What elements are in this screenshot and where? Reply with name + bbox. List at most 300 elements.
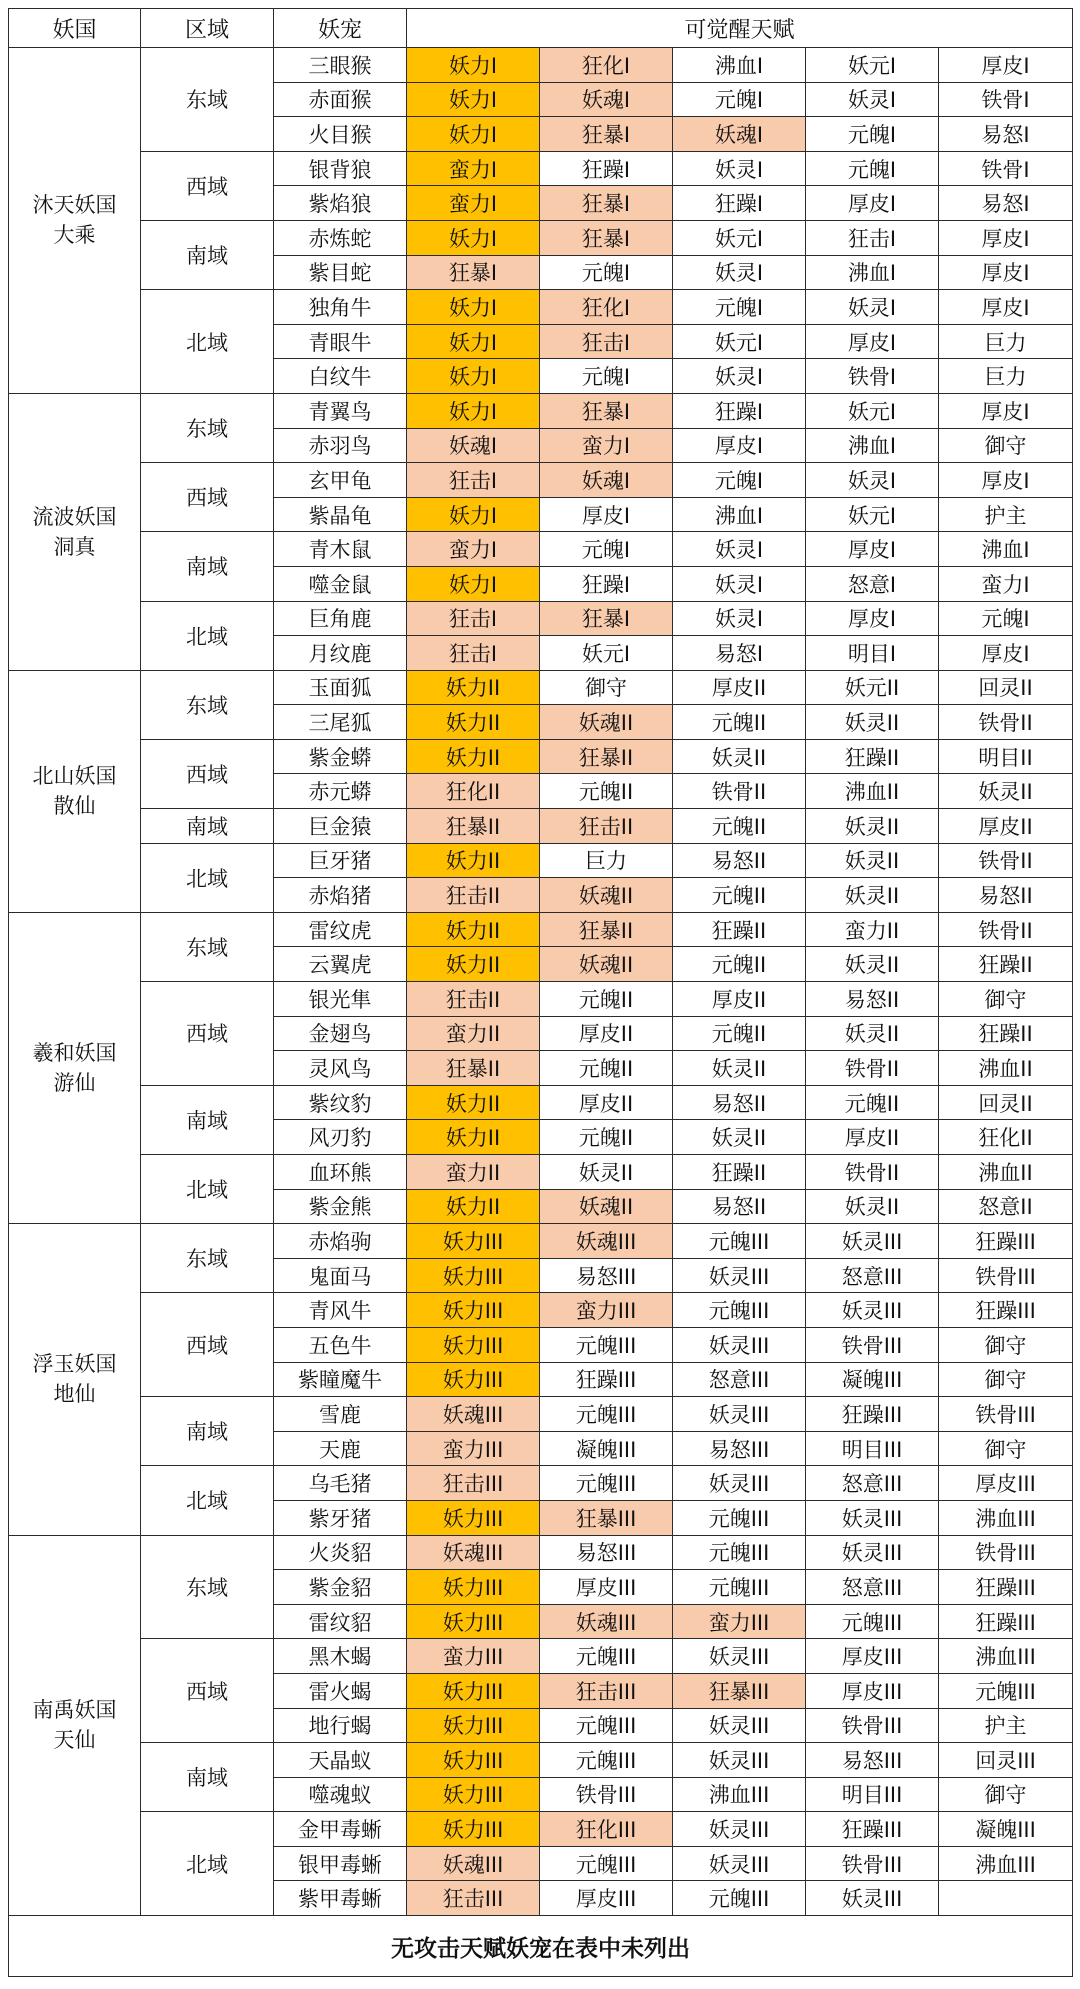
pet-name-cell: 金翅鸟 bbox=[274, 1016, 407, 1051]
talent-cell: 铁骨II bbox=[939, 843, 1073, 878]
region-cell: 南域 bbox=[141, 1085, 274, 1154]
talent-cell: 妖力II bbox=[407, 739, 540, 774]
talent-cell: 妖魂III bbox=[407, 1535, 540, 1570]
talent-cell: 铁骨II bbox=[806, 1155, 939, 1190]
talent-cell: 狂暴I bbox=[407, 255, 540, 290]
talent-cell: 妖元II bbox=[806, 670, 939, 705]
talent-cell: 妖力I bbox=[407, 48, 540, 83]
talent-cell: 元魄I bbox=[806, 151, 939, 186]
footer-note: 无攻击天赋妖宠在表中未列出 bbox=[9, 1916, 1073, 1977]
talent-cell: 狂暴II bbox=[540, 739, 673, 774]
region-cell: 东域 bbox=[141, 1224, 274, 1293]
talent-cell: 回灵III bbox=[939, 1743, 1073, 1778]
talent-cell: 厚皮III bbox=[806, 1639, 939, 1674]
pet-name-cell: 天晶蚁 bbox=[274, 1743, 407, 1778]
talent-cell: 妖灵II bbox=[806, 809, 939, 844]
pet-name-cell: 紫金貂 bbox=[274, 1570, 407, 1605]
talent-cell: 妖灵II bbox=[806, 947, 939, 982]
pet-name-cell: 乌毛猪 bbox=[274, 1466, 407, 1501]
talent-cell: 妖灵II bbox=[673, 739, 806, 774]
talent-cell: 易怒I bbox=[939, 117, 1073, 152]
pet-name-cell: 雷火蝎 bbox=[274, 1673, 407, 1708]
talent-cell: 厚皮I bbox=[939, 463, 1073, 498]
talent-cell: 狂躁II bbox=[939, 1016, 1073, 1051]
talent-cell: 妖灵I bbox=[806, 290, 939, 325]
pet-name-cell: 赤焰猪 bbox=[274, 878, 407, 913]
region-cell: 东域 bbox=[141, 48, 274, 152]
talent-cell: 狂躁II bbox=[673, 912, 806, 947]
nation-tier: 地仙 bbox=[53, 1382, 96, 1407]
talent-cell: 元魄I bbox=[540, 359, 673, 394]
talent-cell: 妖魂I bbox=[540, 463, 673, 498]
table-row bbox=[9, 290, 1073, 325]
talent-cell: 狂躁II bbox=[939, 947, 1073, 982]
talent-cell: 元魄II bbox=[540, 1051, 673, 1086]
talent-cell: 易怒I bbox=[673, 636, 806, 671]
pet-name-cell: 青风牛 bbox=[274, 1293, 407, 1328]
talent-cell: 妖力II bbox=[407, 1189, 540, 1224]
table-row bbox=[9, 601, 1073, 636]
talent-cell: 元魄II bbox=[673, 809, 806, 844]
talent-cell: 妖灵II bbox=[540, 1155, 673, 1190]
region-cell: 北域 bbox=[141, 1812, 274, 1916]
nation-cell bbox=[9, 393, 141, 670]
talent-cell: 妖魂I bbox=[673, 117, 806, 152]
pet-name-cell: 青眼牛 bbox=[274, 324, 407, 359]
talent-cell: 狂躁II bbox=[806, 739, 939, 774]
talent-cell: 明目III bbox=[806, 1431, 939, 1466]
talent-cell: 元魄III bbox=[673, 1293, 806, 1328]
talent-cell: 厚皮II bbox=[806, 1120, 939, 1155]
pet-name-cell: 巨角鹿 bbox=[274, 601, 407, 636]
talent-cell: 铁骨I bbox=[939, 82, 1073, 117]
talent-cell: 铁骨I bbox=[806, 359, 939, 394]
talent-cell: 沸血I bbox=[806, 428, 939, 463]
talent-cell: 狂击II bbox=[540, 809, 673, 844]
talent-cell: 妖力III bbox=[407, 1224, 540, 1259]
talent-cell: 御守 bbox=[939, 428, 1073, 463]
pet-name-cell: 青翼鸟 bbox=[274, 393, 407, 428]
nation-cell bbox=[9, 1535, 141, 1916]
pet-name-cell: 黑木蝎 bbox=[274, 1639, 407, 1674]
talent-cell: 凝魄III bbox=[806, 1362, 939, 1397]
header-talents: 可觉醒天赋 bbox=[407, 9, 1073, 48]
talent-cell: 妖灵III bbox=[673, 1397, 806, 1432]
talent-cell: 沸血II bbox=[939, 1051, 1073, 1086]
talent-cell: 怒意I bbox=[806, 566, 939, 601]
talent-cell: 妖魂II bbox=[540, 878, 673, 913]
talent-cell: 易怒III bbox=[540, 1535, 673, 1570]
talent-cell: 妖力I bbox=[407, 324, 540, 359]
talent-cell: 厚皮I bbox=[540, 497, 673, 532]
talent-cell: 元魄II bbox=[540, 1120, 673, 1155]
talent-cell: 妖灵I bbox=[673, 532, 806, 567]
talent-cell: 妖魂I bbox=[540, 82, 673, 117]
talent-cell: 护主 bbox=[939, 497, 1073, 532]
talent-cell: 蛮力II bbox=[806, 912, 939, 947]
nation-cell bbox=[9, 670, 141, 912]
nation-tier: 散仙 bbox=[53, 794, 96, 819]
talent-cell: 沸血III bbox=[939, 1500, 1073, 1535]
pet-name-cell: 紫晶龟 bbox=[274, 497, 407, 532]
talent-cell: 厚皮III bbox=[939, 1466, 1073, 1501]
talent-cell: 元魄III bbox=[673, 1500, 806, 1535]
pet-name-cell: 雷纹虎 bbox=[274, 912, 407, 947]
region-cell: 南域 bbox=[141, 220, 274, 289]
talent-cell: 妖元I bbox=[673, 220, 806, 255]
table-row bbox=[9, 843, 1073, 878]
talent-cell: 妖力I bbox=[407, 117, 540, 152]
talent-cell: 护主 bbox=[939, 1708, 1073, 1743]
talent-cell: 厚皮III bbox=[806, 1673, 939, 1708]
talent-cell: 厚皮II bbox=[939, 809, 1073, 844]
talent-cell: 狂击I bbox=[407, 463, 540, 498]
pet-name-cell: 噬金鼠 bbox=[274, 566, 407, 601]
talent-cell: 易怒I bbox=[939, 186, 1073, 221]
pet-name-cell: 银光隼 bbox=[274, 982, 407, 1017]
talent-cell: 回灵II bbox=[939, 670, 1073, 705]
talent-cell: 妖力II bbox=[407, 670, 540, 705]
talent-cell: 蛮力II bbox=[407, 1155, 540, 1190]
talent-cell: 狂击I bbox=[540, 324, 673, 359]
talent-cell: 怒意III bbox=[806, 1570, 939, 1605]
table-row bbox=[9, 670, 1073, 705]
pet-name-cell: 云翼虎 bbox=[274, 947, 407, 982]
talent-cell: 妖灵I bbox=[806, 463, 939, 498]
talent-cell: 狂暴III bbox=[540, 1500, 673, 1535]
talent-cell: 妖灵III bbox=[673, 1743, 806, 1778]
talent-cell: 狂击II bbox=[407, 982, 540, 1017]
talent-cell: 狂暴I bbox=[540, 186, 673, 221]
talent-cell: 狂躁III bbox=[806, 1397, 939, 1432]
talent-cell: 妖力III bbox=[407, 1570, 540, 1605]
talent-cell: 妖灵III bbox=[806, 1881, 939, 1916]
talent-cell: 铁骨III bbox=[939, 1397, 1073, 1432]
talent-cell: 元魄III bbox=[540, 1466, 673, 1501]
talent-cell: 狂化II bbox=[939, 1120, 1073, 1155]
talent-cell: 妖魂III bbox=[407, 1397, 540, 1432]
pet-name-cell: 天鹿 bbox=[274, 1431, 407, 1466]
nation-cell bbox=[9, 1224, 141, 1535]
talent-cell: 妖力II bbox=[407, 912, 540, 947]
talent-cell: 狂躁III bbox=[939, 1293, 1073, 1328]
talent-cell: 妖力II bbox=[407, 705, 540, 740]
talent-cell: 铁骨II bbox=[939, 705, 1073, 740]
talent-cell: 妖力III bbox=[407, 1327, 540, 1362]
talent-cell: 御守 bbox=[939, 982, 1073, 1017]
talent-cell: 厚皮I bbox=[806, 324, 939, 359]
talent-cell: 沸血I bbox=[673, 48, 806, 83]
talent-cell: 明目III bbox=[806, 1777, 939, 1812]
table-row bbox=[9, 1397, 1073, 1432]
pet-name-cell: 独角牛 bbox=[274, 290, 407, 325]
talent-cell: 沸血I bbox=[806, 255, 939, 290]
talent-table-container bbox=[8, 8, 1073, 1977]
talent-cell: 妖力III bbox=[407, 1812, 540, 1847]
talent-cell: 元魄I bbox=[540, 532, 673, 567]
region-cell: 西域 bbox=[141, 151, 274, 220]
nation-name: 沐天妖国 bbox=[32, 193, 117, 218]
talent-cell: 厚皮I bbox=[806, 186, 939, 221]
talent-cell: 铁骨II bbox=[806, 1051, 939, 1086]
nation-cell bbox=[9, 48, 141, 394]
region-cell: 北域 bbox=[141, 601, 274, 670]
talent-cell: 妖力II bbox=[407, 947, 540, 982]
talent-cell: 妖灵II bbox=[806, 878, 939, 913]
talent-cell: 巨力 bbox=[939, 359, 1073, 394]
talent-cell: 易怒II bbox=[673, 843, 806, 878]
talent-cell: 妖元I bbox=[673, 324, 806, 359]
table-row bbox=[9, 912, 1073, 947]
talent-cell: 沸血II bbox=[806, 774, 939, 809]
talent-cell: 御守 bbox=[939, 1777, 1073, 1812]
region-cell: 南域 bbox=[141, 1743, 274, 1812]
pet-name-cell: 巨金猿 bbox=[274, 809, 407, 844]
pet-name-cell: 玉面狐 bbox=[274, 670, 407, 705]
talent-cell: 妖灵II bbox=[806, 1016, 939, 1051]
pet-name-cell: 紫纹豹 bbox=[274, 1085, 407, 1120]
region-cell: 东域 bbox=[141, 1535, 274, 1639]
talent-cell: 妖魂I bbox=[407, 428, 540, 463]
table-row bbox=[9, 1085, 1073, 1120]
talent-cell: 狂暴I bbox=[540, 393, 673, 428]
region-cell: 北域 bbox=[141, 843, 274, 912]
talent-cell: 狂躁III bbox=[939, 1224, 1073, 1259]
talent-cell: 厚皮I bbox=[939, 393, 1073, 428]
talent-cell: 铁骨III bbox=[806, 1846, 939, 1881]
talent-cell: 元魄III bbox=[540, 1708, 673, 1743]
talent-cell: 狂躁I bbox=[540, 566, 673, 601]
pet-name-cell: 金甲毒蜥 bbox=[274, 1812, 407, 1847]
pet-name-cell: 赤元蟒 bbox=[274, 774, 407, 809]
talent-cell: 妖灵I bbox=[673, 566, 806, 601]
region-cell: 北域 bbox=[141, 1155, 274, 1224]
talent-cell: 厚皮II bbox=[673, 670, 806, 705]
talent-cell: 狂躁I bbox=[673, 186, 806, 221]
talent-cell: 狂暴II bbox=[407, 1051, 540, 1086]
pet-name-cell: 三眼猴 bbox=[274, 48, 407, 83]
talent-cell: 狂躁III bbox=[806, 1812, 939, 1847]
talent-cell: 狂化III bbox=[540, 1812, 673, 1847]
talent-cell: 妖灵III bbox=[673, 1639, 806, 1674]
talent-cell: 妖元I bbox=[806, 393, 939, 428]
talent-cell: 妖灵III bbox=[806, 1293, 939, 1328]
region-cell: 南域 bbox=[141, 809, 274, 844]
talent-cell: 妖灵III bbox=[673, 1812, 806, 1847]
talent-cell: 明目II bbox=[939, 739, 1073, 774]
talent-cell: 妖元I bbox=[806, 497, 939, 532]
talent-cell: 蛮力III bbox=[540, 1293, 673, 1328]
nation-name: 南禹妖国 bbox=[32, 1698, 117, 1723]
talent-cell: 铁骨I bbox=[939, 151, 1073, 186]
talent-cell: 易怒II bbox=[673, 1189, 806, 1224]
pet-name-cell: 银背狼 bbox=[274, 151, 407, 186]
talent-cell: 回灵II bbox=[939, 1085, 1073, 1120]
table-row bbox=[9, 463, 1073, 498]
table-body bbox=[9, 48, 1073, 1916]
region-cell: 西域 bbox=[141, 739, 274, 808]
talent-cell: 妖力III bbox=[407, 1293, 540, 1328]
talent-cell: 妖灵I bbox=[673, 359, 806, 394]
talent-cell: 厚皮I bbox=[939, 48, 1073, 83]
talent-cell: 厚皮III bbox=[540, 1570, 673, 1605]
table-row bbox=[9, 220, 1073, 255]
talent-cell: 铁骨III bbox=[939, 1535, 1073, 1570]
talent-cell: 妖灵III bbox=[673, 1846, 806, 1881]
talent-cell: 厚皮II bbox=[540, 1085, 673, 1120]
table-row bbox=[9, 1639, 1073, 1674]
nation-tier: 大乘 bbox=[53, 223, 96, 248]
talent-cell: 沸血II bbox=[939, 1155, 1073, 1190]
talent-cell: 蛮力I bbox=[939, 566, 1073, 601]
pet-name-cell: 灵风鸟 bbox=[274, 1051, 407, 1086]
talent-cell: 蛮力I bbox=[540, 428, 673, 463]
nation-cell bbox=[9, 912, 141, 1223]
table-row bbox=[9, 393, 1073, 428]
nation-tier: 天仙 bbox=[53, 1728, 96, 1753]
talent-cell: 妖灵I bbox=[806, 82, 939, 117]
talent-cell: 妖灵III bbox=[673, 1327, 806, 1362]
talent-cell: 妖灵III bbox=[806, 1224, 939, 1259]
pet-name-cell: 玄甲龟 bbox=[274, 463, 407, 498]
talent-cell: 妖力III bbox=[407, 1604, 540, 1639]
table-row bbox=[9, 1535, 1073, 1570]
region-cell: 南域 bbox=[141, 532, 274, 601]
talent-cell: 狂暴II bbox=[407, 809, 540, 844]
talent-cell: 妖魂III bbox=[540, 1604, 673, 1639]
talent-cell: 妖元I bbox=[806, 48, 939, 83]
pet-name-cell: 紫目蛇 bbox=[274, 255, 407, 290]
talent-cell: 妖灵II bbox=[806, 843, 939, 878]
talent-cell: 妖力III bbox=[407, 1673, 540, 1708]
talent-cell: 妖力II bbox=[407, 1120, 540, 1155]
talent-cell: 妖魂III bbox=[540, 1224, 673, 1259]
talent-cell: 厚皮I bbox=[673, 428, 806, 463]
talent-cell: 蛮力I bbox=[407, 532, 540, 567]
table-row bbox=[9, 1224, 1073, 1259]
talent-cell: 沸血III bbox=[939, 1639, 1073, 1674]
pet-name-cell: 赤面猴 bbox=[274, 82, 407, 117]
talent-cell: 妖元I bbox=[540, 636, 673, 671]
talent-cell: 妖灵II bbox=[673, 1120, 806, 1155]
talent-cell: 元魄III bbox=[540, 1846, 673, 1881]
talent-cell: 元魄III bbox=[806, 1604, 939, 1639]
talent-cell: 狂击III bbox=[407, 1881, 540, 1916]
nation-name: 羲和妖国 bbox=[32, 1041, 117, 1066]
table-row bbox=[9, 1155, 1073, 1190]
talent-cell: 元魄I bbox=[673, 463, 806, 498]
talent-cell: 蛮力III bbox=[407, 1431, 540, 1466]
talent-cell: 御守 bbox=[939, 1327, 1073, 1362]
talent-cell: 元魄III bbox=[673, 1881, 806, 1916]
table-row bbox=[9, 739, 1073, 774]
pet-name-cell: 巨牙猪 bbox=[274, 843, 407, 878]
talent-cell: 蛮力III bbox=[407, 1639, 540, 1674]
talent-cell: 狂暴I bbox=[540, 220, 673, 255]
pet-name-cell: 紫金熊 bbox=[274, 1189, 407, 1224]
region-cell: 北域 bbox=[141, 290, 274, 394]
talent-cell: 妖力III bbox=[407, 1500, 540, 1535]
talent-cell: 厚皮III bbox=[540, 1881, 673, 1916]
talent-cell: 易怒III bbox=[540, 1258, 673, 1293]
talent-cell: 沸血III bbox=[939, 1846, 1073, 1881]
pet-name-cell: 噬魂蚁 bbox=[274, 1777, 407, 1812]
talent-cell: 怒意III bbox=[806, 1258, 939, 1293]
talent-cell: 妖力I bbox=[407, 497, 540, 532]
table-row bbox=[9, 1466, 1073, 1501]
region-cell: 北域 bbox=[141, 1466, 274, 1535]
talent-cell: 元魄II bbox=[540, 774, 673, 809]
talent-cell: 狂化I bbox=[540, 290, 673, 325]
talent-cell: 妖力I bbox=[407, 359, 540, 394]
talent-cell: 凝魄III bbox=[540, 1431, 673, 1466]
talent-cell: 元魄II bbox=[673, 947, 806, 982]
talent-cell: 妖灵III bbox=[806, 1535, 939, 1570]
pet-name-cell: 银甲毒蜥 bbox=[274, 1846, 407, 1881]
talent-cell: 妖灵III bbox=[673, 1708, 806, 1743]
talent-cell: 蛮力III bbox=[673, 1604, 806, 1639]
talent-cell: 狂暴II bbox=[540, 912, 673, 947]
talent-cell: 易怒II bbox=[673, 1085, 806, 1120]
talent-cell: 狂化I bbox=[540, 48, 673, 83]
talent-cell: 元魄II bbox=[673, 878, 806, 913]
talent-cell: 妖力III bbox=[407, 1743, 540, 1778]
talent-cell: 厚皮II bbox=[673, 982, 806, 1017]
pet-name-cell: 赤炼蛇 bbox=[274, 220, 407, 255]
awakening-talent-table bbox=[8, 8, 1073, 1977]
header-row bbox=[9, 9, 1073, 48]
talent-cell: 狂暴I bbox=[540, 601, 673, 636]
pet-name-cell: 血环熊 bbox=[274, 1155, 407, 1190]
talent-cell: 妖魂II bbox=[540, 1189, 673, 1224]
nation-name: 流波妖国 bbox=[32, 504, 117, 529]
talent-cell: 妖灵I bbox=[673, 601, 806, 636]
talent-cell: 铁骨II bbox=[673, 774, 806, 809]
pet-name-cell: 赤焰驹 bbox=[274, 1224, 407, 1259]
talent-cell: 凝魄III bbox=[939, 1812, 1073, 1847]
pet-name-cell: 紫甲毒蜥 bbox=[274, 1881, 407, 1916]
region-cell: 西域 bbox=[141, 982, 274, 1086]
talent-cell: 铁骨III bbox=[540, 1777, 673, 1812]
table-row bbox=[9, 1743, 1073, 1778]
talent-cell bbox=[939, 1881, 1073, 1916]
header-region: 区域 bbox=[141, 9, 274, 48]
talent-cell: 狂击I bbox=[407, 601, 540, 636]
talent-cell: 铁骨III bbox=[806, 1327, 939, 1362]
talent-cell: 妖力I bbox=[407, 290, 540, 325]
table-row bbox=[9, 982, 1073, 1017]
talent-cell: 狂暴I bbox=[540, 117, 673, 152]
pet-name-cell: 鬼面马 bbox=[274, 1258, 407, 1293]
talent-cell: 铁骨III bbox=[806, 1708, 939, 1743]
talent-cell: 厚皮I bbox=[806, 532, 939, 567]
talent-cell: 妖力III bbox=[407, 1362, 540, 1397]
talent-cell: 妖力I bbox=[407, 566, 540, 601]
talent-cell: 元魄III bbox=[939, 1673, 1073, 1708]
nation-name: 北山妖国 bbox=[32, 764, 117, 789]
talent-cell: 铁骨III bbox=[939, 1258, 1073, 1293]
talent-cell: 厚皮I bbox=[939, 220, 1073, 255]
talent-cell: 妖灵II bbox=[806, 705, 939, 740]
talent-cell: 元魄II bbox=[540, 982, 673, 1017]
talent-cell: 狂击III bbox=[540, 1673, 673, 1708]
pet-name-cell: 紫牙猪 bbox=[274, 1500, 407, 1535]
region-cell: 西域 bbox=[141, 1293, 274, 1397]
region-cell: 南域 bbox=[141, 1397, 274, 1466]
talent-cell: 巨力 bbox=[540, 843, 673, 878]
pet-name-cell: 火炎貂 bbox=[274, 1535, 407, 1570]
region-cell: 东域 bbox=[141, 393, 274, 462]
